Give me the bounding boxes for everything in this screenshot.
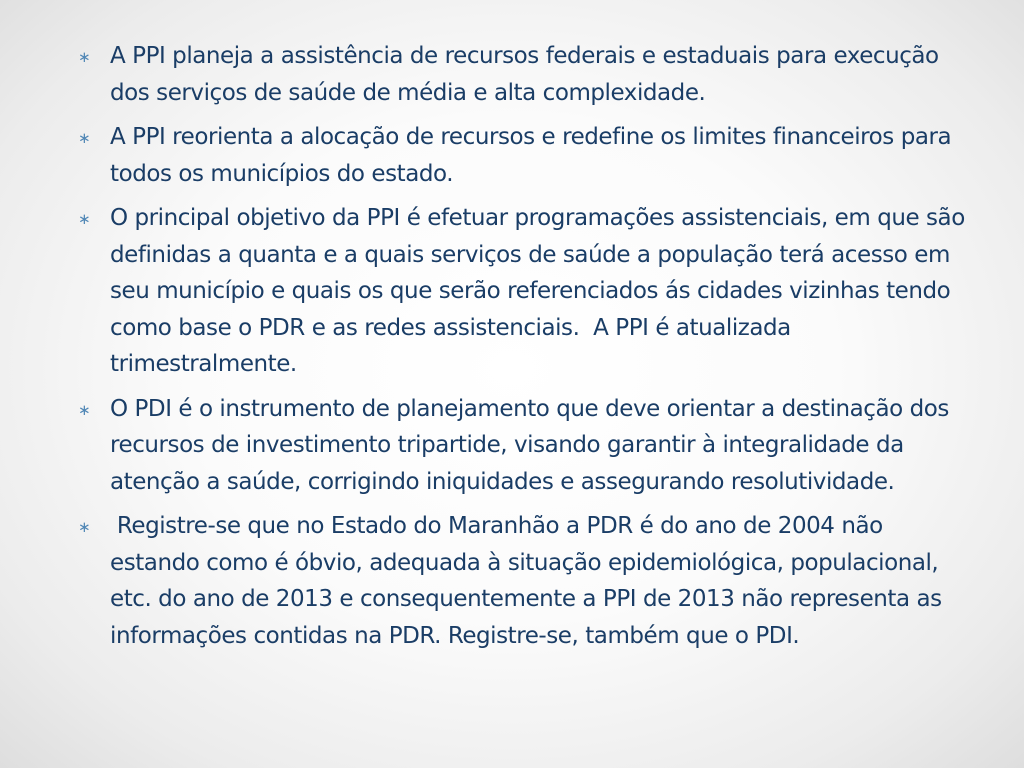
bullet-item bbox=[78, 200, 972, 383]
bullet-item bbox=[78, 119, 968, 192]
bullet-marker-icon: ∗ bbox=[78, 518, 91, 536]
bullet-text: A PPI planeja a assistência de recursos federais e estaduais para execução dos serviços de saúde de média e alta complexidade. bbox=[110, 43, 946, 106]
bullet-text: Registre-se que no Estado do Maranhão a PDR é do ano de 2004 não estando como é óbvio, adequada à situação epidemiológica, populacional, etc. do ano de 2013 e consequentemente a PPI de 2013 não representa as informações contidas na PDR. Registre-se, também que o PDI. bbox=[110, 513, 949, 649]
bullet-item bbox=[78, 38, 968, 111]
bullet-text: O principal objetivo da PPI é efetuar programações assistenciais, em que são definidas a quanta e a quais serviços de saúde a população terá acesso em seu município e quais os que serão referenciados ás cidades vizinhas tendo como base o PDR e as redes assistenciais. A PPI é atualizada trimestralmente. bbox=[110, 205, 972, 377]
bullet-item bbox=[78, 391, 968, 501]
bullet-marker-icon: ∗ bbox=[78, 210, 91, 228]
bullet-item bbox=[78, 508, 968, 654]
bullet-marker-icon: ∗ bbox=[78, 48, 91, 66]
bullet-text: A PPI reorienta a alocação de recursos e redefine os limites financeiros para todos os municípios do estado. bbox=[110, 124, 959, 187]
bullet-text: O PDI é o instrumento de planejamento que deve orientar a destinação dos recursos de investimento tripartide, visando garantir à integralidade da atenção a saúde, corrigindo iniquidades e assegurando resolutividade. bbox=[110, 395, 956, 495]
bullet-marker-icon: ∗ bbox=[78, 129, 91, 147]
bullet-list bbox=[78, 38, 972, 662]
bullet-marker-icon: ∗ bbox=[78, 400, 91, 419]
